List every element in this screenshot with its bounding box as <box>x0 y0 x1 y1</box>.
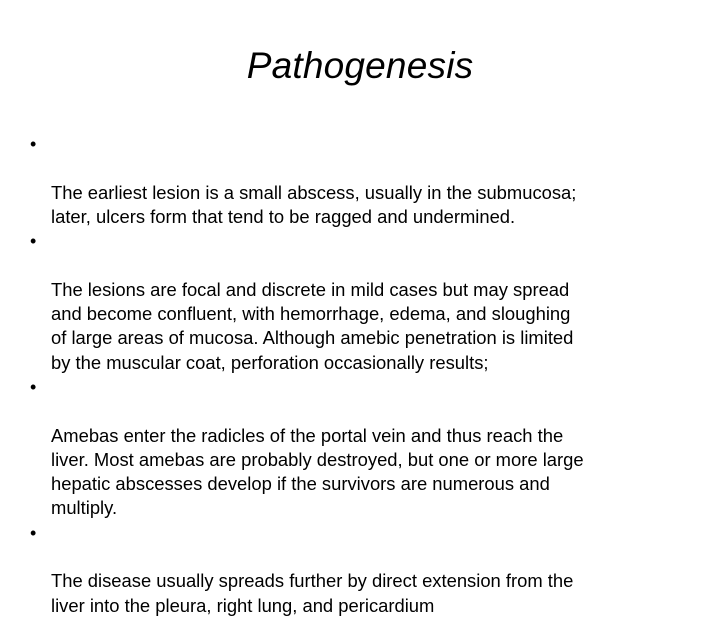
bullet-item <box>27 132 717 229</box>
bullet-list <box>27 132 717 618</box>
bullet-item <box>27 375 717 521</box>
bullet-dot-icon: • <box>30 134 37 154</box>
bullet-dot-icon: • <box>30 376 37 397</box>
bullet-text: The lesions are focal and discrete in mild cases but may spread and become confluent, with hemorrhage, edema, and sloughing of large areas of mucosa. Although amebic penetration is limited by the muscular coat, perforation occasionally results; <box>51 278 574 373</box>
bullet-text: The earliest lesion is a small abscess, usually in the submucosa; later, ulcers form that tend to be ragged and undermined. <box>51 181 577 227</box>
bullet-text: The disease usually spreads further by direct extension from the liver into the pleura, right lung, and pericardium <box>51 570 574 616</box>
bullet-text: Amebas enter the radicles of the portal vein and thus reach the liver. Most amebas are probably destroyed, but one or more large hepatic abscesses develop if the survivors are numerous and multiply. <box>51 424 584 519</box>
bullet-item <box>27 521 717 618</box>
bullet-dot-icon: • <box>30 522 37 543</box>
slide-title: Pathogenesis <box>246 45 474 86</box>
bullet-item <box>27 229 717 375</box>
bullet-dot-icon: • <box>30 231 37 252</box>
